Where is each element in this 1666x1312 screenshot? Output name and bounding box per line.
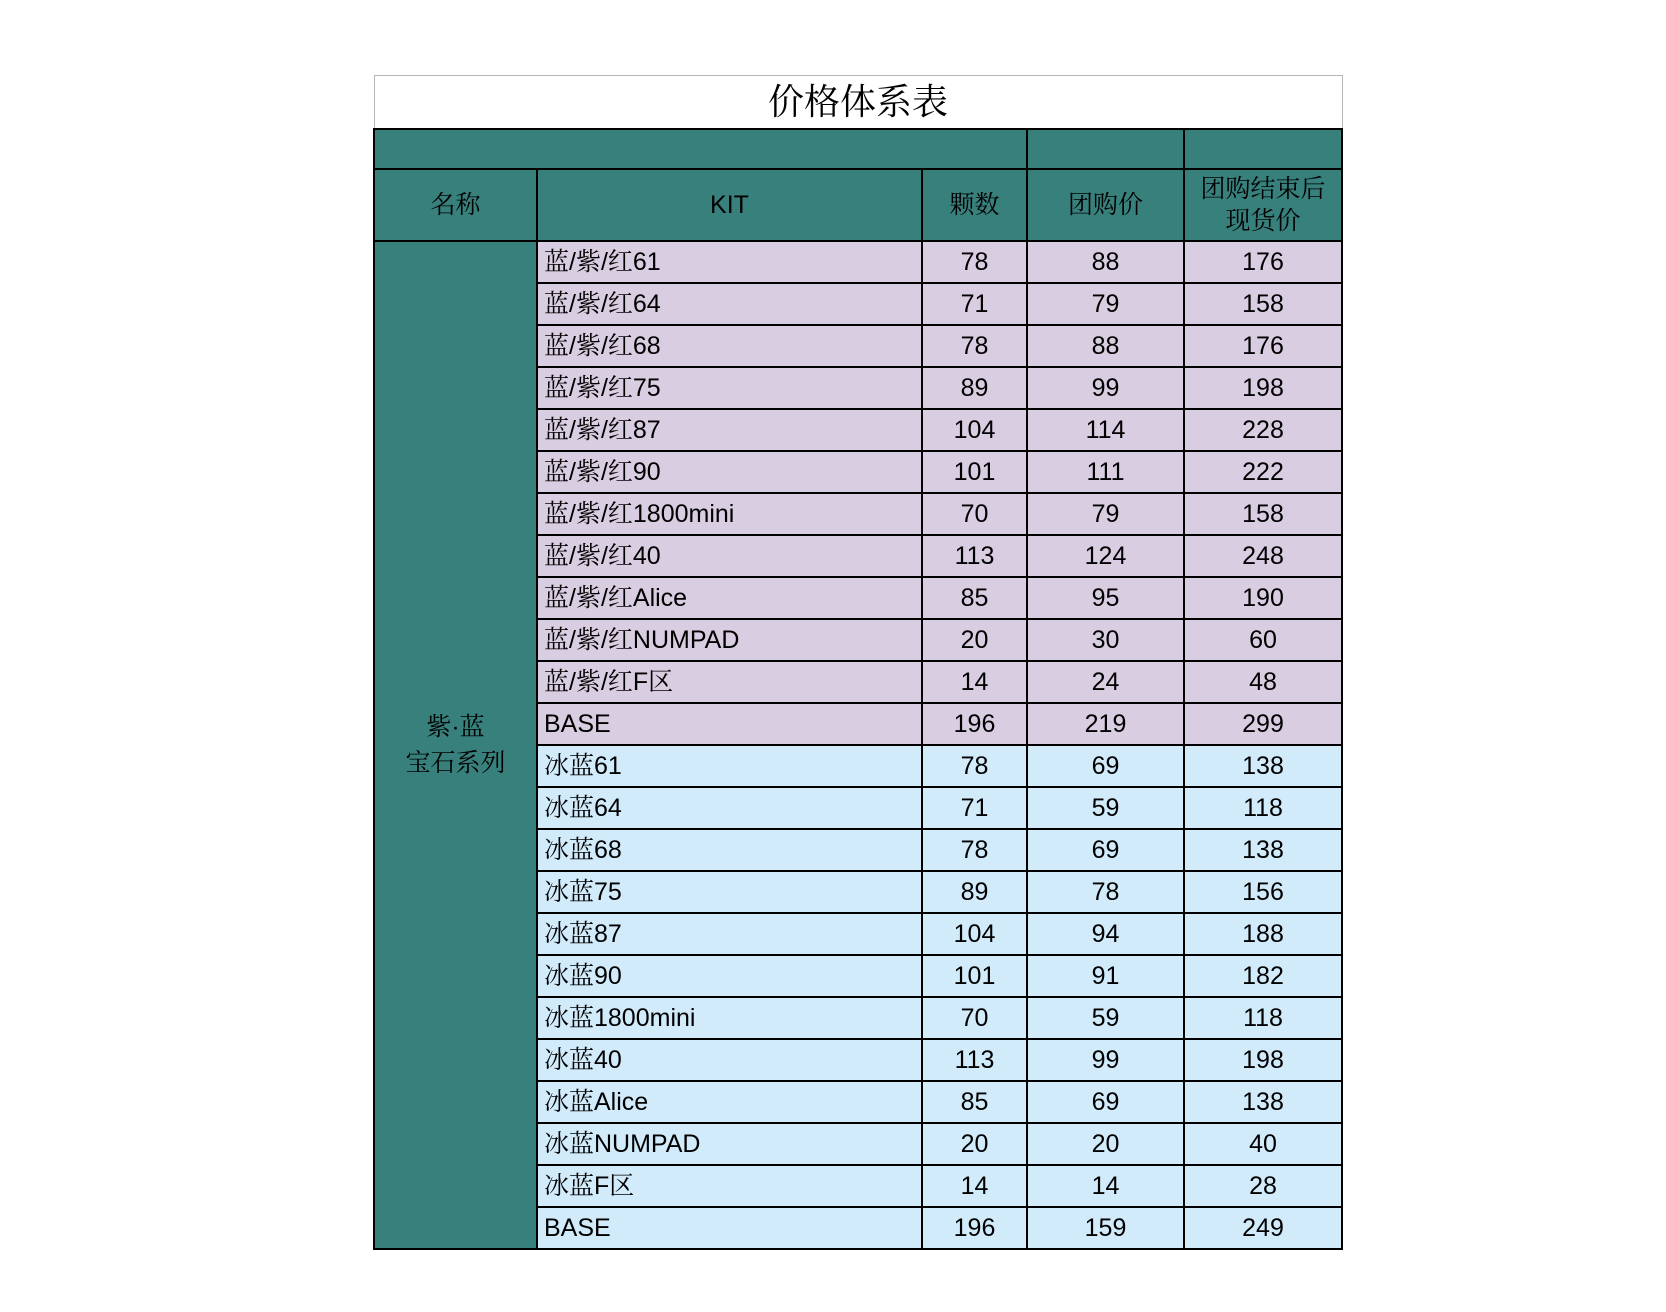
count-cell: 78 (922, 829, 1027, 871)
column-header-count: 颗数 (922, 169, 1027, 241)
count-cell: 14 (922, 661, 1027, 703)
after-price-cell: 118 (1184, 997, 1342, 1039)
after-price-cell: 228 (1184, 409, 1342, 451)
header-band-cell (1184, 129, 1342, 169)
price-table (373, 75, 1343, 1250)
group-price-cell: 20 (1027, 1123, 1184, 1165)
after-price-cell: 222 (1184, 451, 1342, 493)
kit-cell: 蓝/紫/红40 (537, 535, 922, 577)
group-price-cell: 88 (1027, 241, 1184, 283)
kit-cell: 冰蓝64 (537, 787, 922, 829)
group-price-cell: 14 (1027, 1165, 1184, 1207)
group-price-cell: 79 (1027, 493, 1184, 535)
price-sheet (373, 75, 1341, 1250)
count-cell: 78 (922, 745, 1027, 787)
after-price-cell: 156 (1184, 871, 1342, 913)
kit-cell: 蓝/紫/红61 (537, 241, 922, 283)
kit-cell: BASE (537, 703, 922, 745)
after-price-cell: 138 (1184, 1081, 1342, 1123)
group-price-cell: 30 (1027, 619, 1184, 661)
count-cell: 101 (922, 955, 1027, 997)
count-cell: 101 (922, 451, 1027, 493)
series-group-cell (374, 241, 537, 1249)
group-price-cell: 99 (1027, 1039, 1184, 1081)
kit-cell: 蓝/紫/红75 (537, 367, 922, 409)
kit-cell: 蓝/紫/红1800mini (537, 493, 922, 535)
kit-cell: 蓝/紫/红64 (537, 283, 922, 325)
sheet-title: 价格体系表 (374, 76, 1342, 130)
after-price-cell: 28 (1184, 1165, 1342, 1207)
kit-cell: BASE (537, 1207, 922, 1249)
kit-cell: 冰蓝61 (537, 745, 922, 787)
group-price-cell: 94 (1027, 913, 1184, 955)
after-price-cell: 249 (1184, 1207, 1342, 1249)
count-cell: 113 (922, 1039, 1027, 1081)
group-price-cell: 99 (1027, 367, 1184, 409)
kit-cell: 冰蓝Alice (537, 1081, 922, 1123)
after-price-cell: 138 (1184, 829, 1342, 871)
kit-cell: 蓝/紫/红F区 (537, 661, 922, 703)
group-price-cell: 24 (1027, 661, 1184, 703)
group-price-cell: 111 (1027, 451, 1184, 493)
count-cell: 113 (922, 535, 1027, 577)
group-price-cell: 91 (1027, 955, 1184, 997)
after-price-cell: 158 (1184, 283, 1342, 325)
count-cell: 78 (922, 325, 1027, 367)
after-price-cell: 176 (1184, 241, 1342, 283)
column-header-after-price-line1: 团购结束后 (1200, 174, 1326, 203)
kit-cell: 冰蓝40 (537, 1039, 922, 1081)
table-row (374, 241, 1342, 283)
kit-cell: 蓝/紫/红90 (537, 451, 922, 493)
count-cell: 104 (922, 409, 1027, 451)
after-price-cell: 118 (1184, 787, 1342, 829)
after-price-cell: 198 (1184, 1039, 1342, 1081)
series-group-line1: 紫·蓝 (426, 712, 485, 741)
kit-cell: 冰蓝90 (537, 955, 922, 997)
group-price-cell: 124 (1027, 535, 1184, 577)
count-cell: 71 (922, 283, 1027, 325)
group-price-cell: 78 (1027, 871, 1184, 913)
after-price-cell: 248 (1184, 535, 1342, 577)
group-price-cell: 69 (1027, 1081, 1184, 1123)
header-band-cell (1027, 129, 1184, 169)
count-cell: 20 (922, 619, 1027, 661)
count-cell: 78 (922, 241, 1027, 283)
after-price-cell: 40 (1184, 1123, 1342, 1165)
after-price-cell: 188 (1184, 913, 1342, 955)
group-price-cell: 219 (1027, 703, 1184, 745)
kit-cell: 冰蓝68 (537, 829, 922, 871)
after-price-cell: 176 (1184, 325, 1342, 367)
group-price-cell: 114 (1027, 409, 1184, 451)
after-price-cell: 198 (1184, 367, 1342, 409)
series-group-line2: 宝石系列 (405, 749, 506, 777)
column-header-group-price: 团购价 (1027, 169, 1184, 241)
kit-cell: 冰蓝NUMPAD (537, 1123, 922, 1165)
group-price-cell: 59 (1027, 787, 1184, 829)
count-cell: 85 (922, 577, 1027, 619)
count-cell: 196 (922, 1207, 1027, 1249)
group-price-cell: 95 (1027, 577, 1184, 619)
column-header-name: 名称 (374, 169, 537, 241)
kit-cell: 冰蓝87 (537, 913, 922, 955)
after-price-cell: 190 (1184, 577, 1342, 619)
column-header-after-price (1184, 169, 1342, 241)
header-band-cell (374, 129, 1027, 169)
kit-cell: 蓝/紫/红NUMPAD (537, 619, 922, 661)
after-price-cell: 60 (1184, 619, 1342, 661)
count-cell: 89 (922, 367, 1027, 409)
kit-cell: 冰蓝75 (537, 871, 922, 913)
column-header-after-price-line2: 现货价 (1225, 207, 1301, 235)
after-price-cell: 299 (1184, 703, 1342, 745)
kit-cell: 蓝/紫/红68 (537, 325, 922, 367)
group-price-cell: 159 (1027, 1207, 1184, 1249)
kit-cell: 蓝/紫/红Alice (537, 577, 922, 619)
count-cell: 70 (922, 493, 1027, 535)
group-price-cell: 69 (1027, 829, 1184, 871)
after-price-cell: 48 (1184, 661, 1342, 703)
group-price-cell: 88 (1027, 325, 1184, 367)
count-cell: 20 (922, 1123, 1027, 1165)
kit-cell: 蓝/紫/红87 (537, 409, 922, 451)
count-cell: 14 (922, 1165, 1027, 1207)
kit-cell: 冰蓝1800mini (537, 997, 922, 1039)
count-cell: 89 (922, 871, 1027, 913)
column-header-kit: KIT (537, 169, 922, 241)
kit-cell: 冰蓝F区 (537, 1165, 922, 1207)
count-cell: 71 (922, 787, 1027, 829)
after-price-cell: 138 (1184, 745, 1342, 787)
count-cell: 85 (922, 1081, 1027, 1123)
group-price-cell: 69 (1027, 745, 1184, 787)
count-cell: 196 (922, 703, 1027, 745)
after-price-cell: 182 (1184, 955, 1342, 997)
count-cell: 70 (922, 997, 1027, 1039)
group-price-cell: 59 (1027, 997, 1184, 1039)
count-cell: 104 (922, 913, 1027, 955)
after-price-cell: 158 (1184, 493, 1342, 535)
group-price-cell: 79 (1027, 283, 1184, 325)
